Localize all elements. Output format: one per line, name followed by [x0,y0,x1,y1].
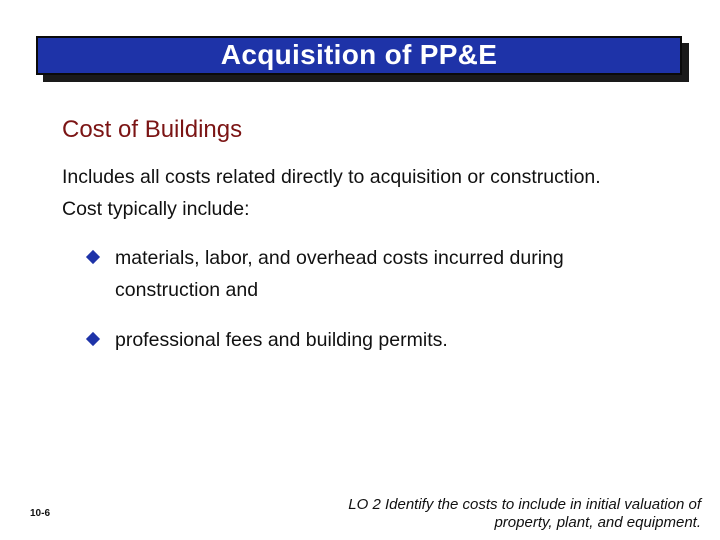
slide-title: Acquisition of PP&E [220,38,498,70]
bullet-text: professional fees and building permits. [115,329,448,351]
bullet-item [86,324,646,356]
footer-line: LO 2 Identify the costs to include in initial valuation of [348,496,701,513]
intro-paragraph: Includes all costs related directly to acquisition or construction. Cost typically include: [62,166,601,220]
bullet-item [86,242,646,306]
bullet-text: materials, labor, and overhead costs incurred during construction and [115,247,564,301]
footer-line: property, plant, and equipment. [494,514,701,531]
slide-number: 10-6 [30,508,51,519]
section-heading: Cost of Buildings [62,116,243,143]
learning-objective-footer [241,496,701,532]
diamond-bullet-icon [86,242,115,306]
diamond-bullet-icon [86,324,115,356]
title-banner [36,36,682,75]
